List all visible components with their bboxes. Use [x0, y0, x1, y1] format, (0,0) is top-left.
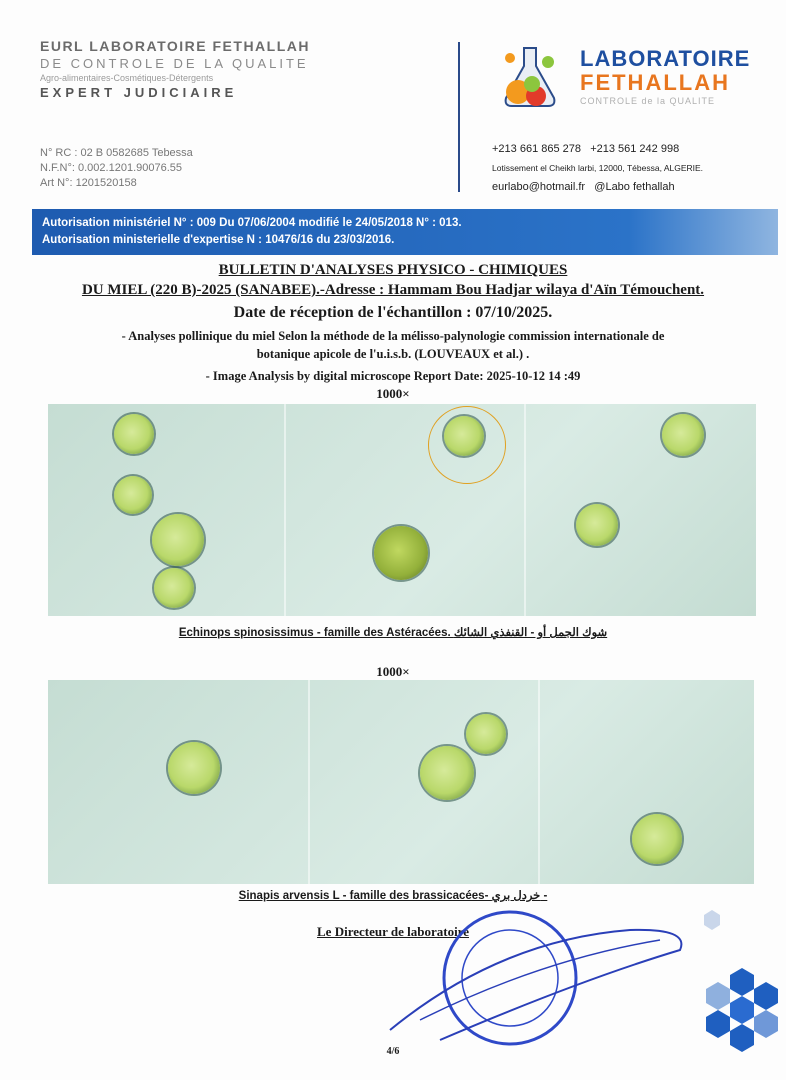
bulletin-subject: DU MIEL (220 B)-2025 (SANABEE).-Adresse : Hammam Bou Hadjar wilaya d'Aïn Témouchent.	[81, 282, 705, 298]
highlight-circle	[428, 406, 506, 484]
pollen-grain	[114, 414, 154, 454]
company-domains: Agro-alimentaires-Cosmétiques-Détergents	[40, 73, 214, 83]
authorization-line2: Autorisation ministerielle d'expertise N : 10476/16 du 23/03/2016.	[42, 234, 395, 246]
pollen-grain	[632, 814, 682, 864]
company-expert: EXPERT JUDICIAIRE	[40, 85, 238, 100]
method-line1: - Analyses pollinique du miel Selon la méthode de la mélisso-palynologie commission internationale de	[121, 329, 665, 343]
pollen-grain	[466, 714, 506, 754]
company-block	[40, 38, 310, 100]
pollen-grain	[576, 504, 618, 546]
pollen-grain	[374, 526, 428, 580]
registration-block	[40, 146, 193, 191]
species-caption-1: Echinops spinosissimus - famille des Astéracées. شوك الجمل أو - القنفذي الشائك	[178, 627, 608, 639]
art-number: Art N°: 1201520158	[40, 177, 137, 189]
microscope-panel-1	[48, 404, 756, 616]
lab-flask-logo	[488, 40, 572, 112]
nif-number: N.F.N°: 0.002.1201.90076.55	[40, 162, 183, 174]
brand-line1: LABORATOIRE	[580, 46, 751, 71]
contact-block	[492, 140, 703, 197]
rc-number: N° RC : 02 B 0582685 Tebessa	[40, 147, 193, 159]
address: Lotissement el Cheikh larbi, 12000, Tébessa, ALGERIE.	[492, 163, 704, 173]
hexagon-decoration	[660, 905, 780, 1065]
species-caption-2: Sinapis arvensis L - famille des brassicacées- خردل بري -	[238, 890, 548, 902]
phone2: +213 561 242 998	[590, 143, 680, 155]
email: eurlabo@hotmail.fr	[492, 181, 586, 193]
header-divider	[458, 42, 460, 192]
phone-row	[492, 140, 703, 159]
method-line2: botanique apicole de l'u.i.s.b. (LOUVEAUX et al.) .	[256, 347, 530, 361]
company-subtitle: DE CONTROLE DE LA QUALITE	[40, 56, 309, 71]
pollen-grain	[168, 742, 220, 794]
phone1: +213 661 865 278	[492, 143, 582, 155]
pollen-grain	[152, 514, 204, 566]
panel-divider	[284, 404, 286, 616]
address-row	[492, 159, 703, 178]
company-name: EURL LABORATOIRE FETHALLAH	[40, 38, 310, 54]
email-row	[492, 178, 703, 197]
pollen-grain	[114, 476, 152, 514]
magnification-1: 1000×	[376, 386, 410, 401]
pollen-grain	[420, 746, 474, 800]
authorization-banner	[32, 209, 778, 255]
panel-divider	[308, 680, 310, 884]
image-analysis-line: - Image Analysis by digital microscope Report Date: 2025-10-12 14 :49	[205, 369, 581, 383]
facebook: @Labo fethallah	[594, 181, 675, 193]
panel-divider	[524, 404, 526, 616]
pollen-grain	[662, 414, 704, 456]
microscope-panel-2	[48, 680, 754, 884]
authorization-line1: Autorisation ministériel N° : 009 Du 07/06/2004 modifié le 24/05/2018 N° : 013.	[42, 217, 462, 229]
bulletin-title: BULLETIN D'ANALYSES PHYSICO - CHIMIQUES	[218, 262, 568, 278]
reception-date: Date de réception de l'échantillon : 07/10/2025.	[233, 304, 553, 321]
panel-divider	[538, 680, 540, 884]
signature-label: Le Directeur de laboratoire	[317, 924, 469, 939]
brand-line2: FETHALLAH	[580, 70, 730, 95]
brand-tagline: CONTROLE de la QUALITE	[580, 96, 716, 106]
brand-block	[580, 46, 750, 106]
magnification-2: 1000×	[376, 664, 410, 679]
pollen-grain	[154, 568, 194, 608]
page-number: 4/6	[386, 1046, 400, 1057]
